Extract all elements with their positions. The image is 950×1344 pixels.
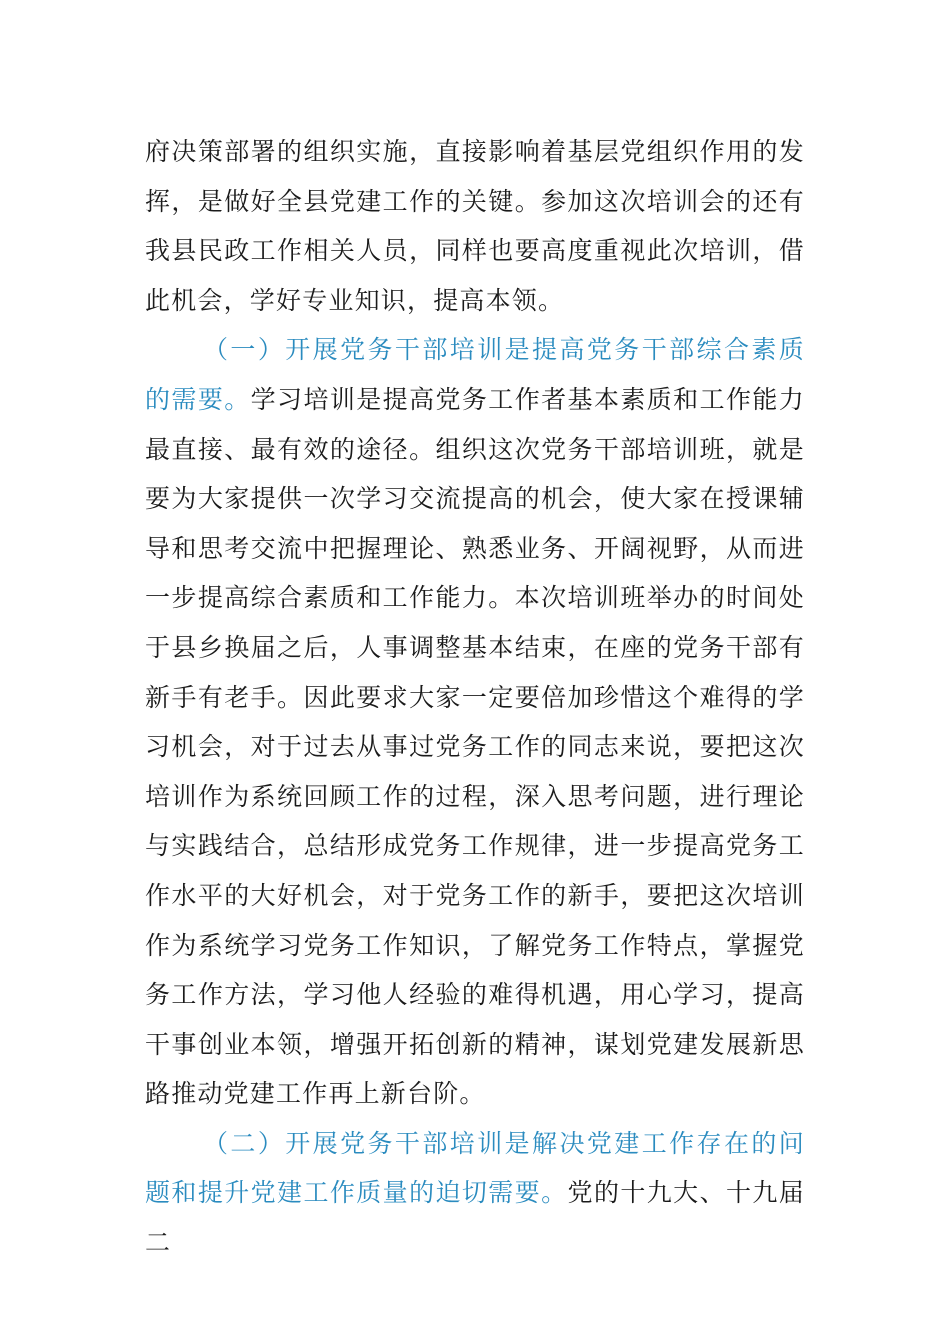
section-heading-two: （二）开展党务干部培训是解决党建工作存在的问题和提升党建工作质量的迫切需要。 [145, 1128, 805, 1208]
paragraph-text: 党的十九大、十九届二 [145, 1178, 805, 1258]
paragraph-continued [145, 127, 805, 325]
paragraph-section-two [145, 1119, 805, 1268]
paragraph-text: 府决策部署的组织实施，直接影响着基层党组织作用的发挥，是做好全县党建工作的关键。参加这次培训会的还有我县民政工作相关人员，同样也要高度重视此次培训，借此机会，学好专业知识，提高本领。 [145, 137, 805, 315]
paragraph-text: 学习培训是提高党务工作者基本素质和工作能力最直接、最有效的途径。组织这次党务干部培训班，就是要为大家提供一次学习交流提高的机会，使大家在授课辅导和思考交流中把握理论、熟悉业务、开阔视野，从而进一步提高综合素质和工作能力。本次培训班举办的时间处于县乡换届之后，人事调整基本结束，在座的党务干部有新手有老手。因此要求大家一定要倍加珍惜这个难得的学习机会，对于过去从事过党务工作的同志来说，要把这次培训作为系统回顾工作的过程，深入思考问题，进行理论与实践结合，总结形成党务工作规律，进一步提高党务工作水平的大好机会，对于党务工作的新手，要把这次培训作为系统学习党务工作知识，了解党务工作特点，掌握党务工作方法，学习他人经验的难得机遇，用心学习，提高干事创业本领，增强开拓创新的精神，谋划党建发展新思路推动党建工作再上新台阶。 [145, 384, 805, 1109]
document-body [145, 127, 805, 1268]
section-heading-one: （一）开展党务干部培训是提高党务干部综合素质的需要。 [145, 335, 805, 414]
paragraph-section-one [145, 325, 805, 1119]
